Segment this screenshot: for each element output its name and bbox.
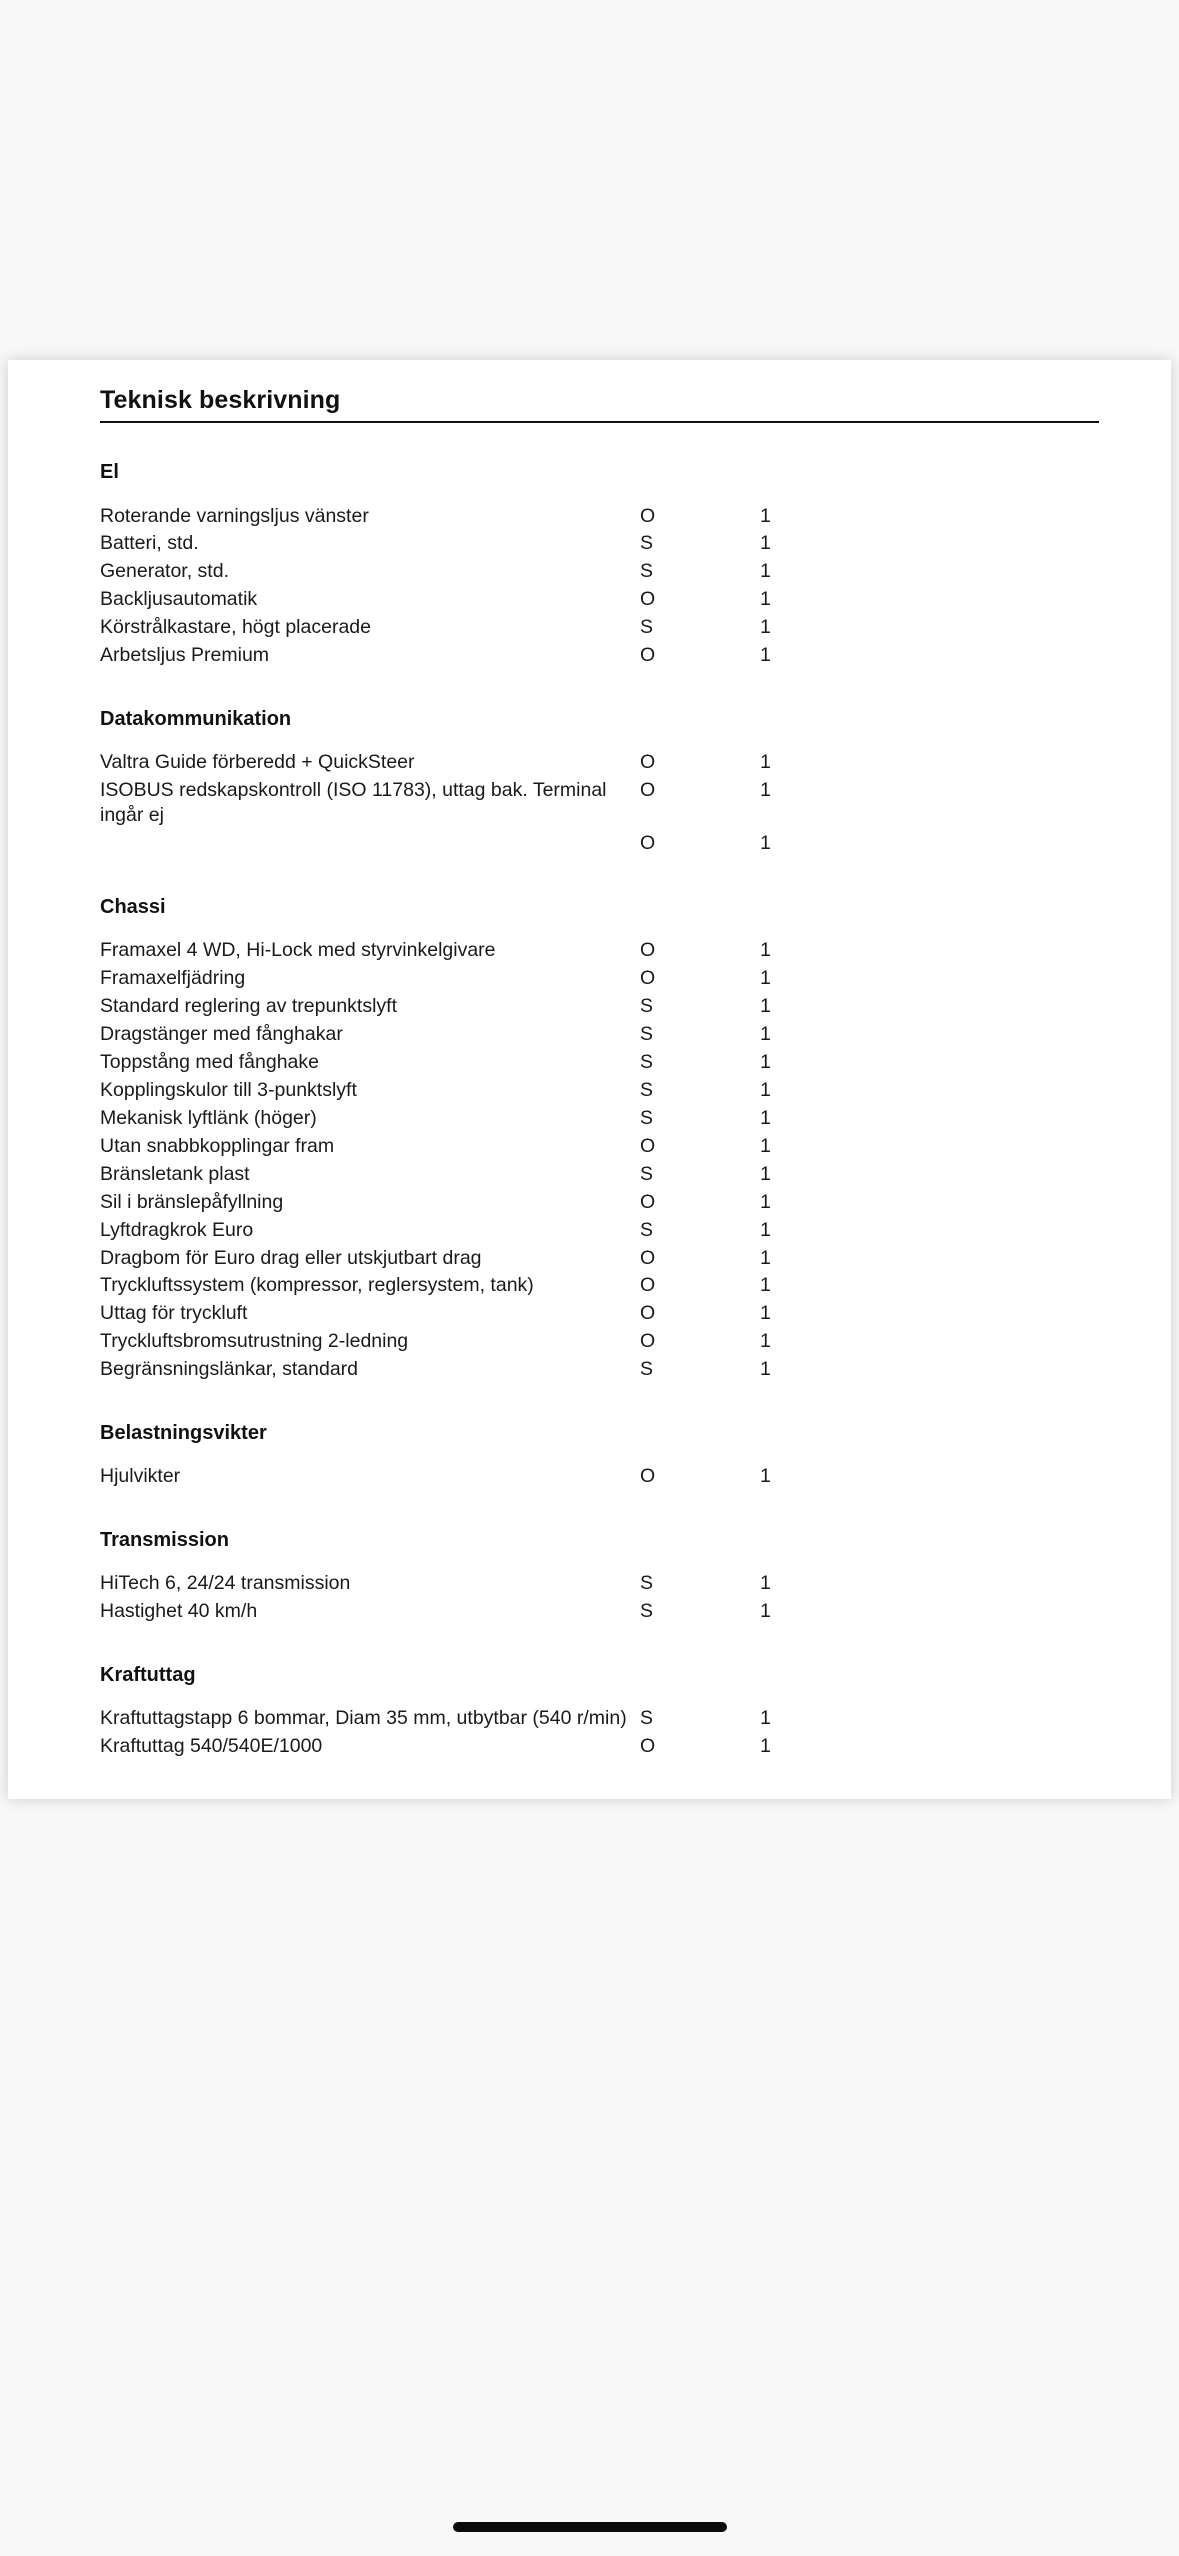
spec-quantity: 1 xyxy=(760,1106,771,1129)
spec-label: Kraftuttagstapp 6 bommar, Diam 35 mm, utbytbar (540 r/min) xyxy=(100,1707,627,1730)
spec-label: Utan snabbkopplingar fram xyxy=(100,1134,335,1157)
spec-quantity: 1 xyxy=(760,779,771,802)
spec-table xyxy=(100,749,1099,858)
spec-table xyxy=(100,1705,1099,1761)
spec-standard-option-code: S xyxy=(640,1106,654,1129)
spec-table xyxy=(100,1570,1099,1626)
spec-standard-option-code: O xyxy=(640,939,656,962)
spec-quantity: 1 xyxy=(760,1134,771,1157)
table-row xyxy=(100,642,1099,670)
spec-quantity: 1 xyxy=(760,1735,771,1758)
spec-label: Toppstång med fånghake xyxy=(100,1050,319,1073)
table-row xyxy=(100,992,1099,1020)
blank-area-above-document xyxy=(0,0,1179,360)
table-row xyxy=(100,1076,1099,1104)
table-row xyxy=(100,1244,1099,1272)
table-row xyxy=(100,614,1099,642)
spec-quantity: 1 xyxy=(760,1218,771,1241)
document-page xyxy=(8,360,1171,1799)
table-row xyxy=(100,1132,1099,1160)
document-title: Teknisk beskrivning xyxy=(100,386,1099,423)
table-row xyxy=(100,937,1099,965)
spec-label: Lyftdragkrok Euro xyxy=(100,1218,254,1241)
spec-sections xyxy=(100,461,1099,1761)
spec-label: Begränsningslänkar, standard xyxy=(100,1358,359,1381)
spec-quantity: 1 xyxy=(760,1274,771,1297)
home-indicator[interactable] xyxy=(453,2522,727,2532)
spec-label: Standard reglering av trepunktslyft xyxy=(100,994,397,1017)
table-row xyxy=(100,1020,1099,1048)
spec-quantity: 1 xyxy=(760,939,771,962)
spec-standard-option-code: O xyxy=(640,1246,656,1269)
spec-quantity: 1 xyxy=(760,560,771,583)
table-row xyxy=(100,1570,1099,1598)
spec-standard-option-code: O xyxy=(640,751,656,774)
table-row xyxy=(100,1160,1099,1188)
table-row xyxy=(100,1356,1099,1384)
table-row xyxy=(100,1048,1099,1076)
spec-quantity: 1 xyxy=(760,1330,771,1353)
spec-standard-option-code: O xyxy=(640,1735,656,1758)
spec-label: Mekanisk lyftlänk (höger) xyxy=(100,1106,317,1129)
spec-quantity: 1 xyxy=(760,751,771,774)
table-row xyxy=(100,1216,1099,1244)
section-heading: Chassi xyxy=(100,895,166,918)
spec-standard-option-code: O xyxy=(640,966,656,989)
table-row xyxy=(100,586,1099,614)
spec-label: Dragstänger med fånghakar xyxy=(100,1022,343,1045)
table-row xyxy=(100,530,1099,558)
spec-quantity: 1 xyxy=(760,644,771,667)
spec-quantity: 1 xyxy=(760,1572,771,1595)
spec-label: Generator, std. xyxy=(100,560,229,583)
spec-standard-option-code: S xyxy=(640,1572,654,1595)
spec-quantity: 1 xyxy=(760,588,771,611)
spec-section xyxy=(100,461,1099,670)
spec-standard-option-code: S xyxy=(640,1600,654,1623)
spec-quantity: 1 xyxy=(760,1465,771,1488)
spec-section xyxy=(100,708,1099,858)
spec-label: Kopplingskulor till 3-punktslyft xyxy=(100,1078,357,1101)
table-row xyxy=(100,502,1099,530)
spec-standard-option-code: O xyxy=(640,832,656,855)
spec-quantity: 1 xyxy=(760,1190,771,1213)
spec-standard-option-code: S xyxy=(640,994,654,1017)
spec-quantity: 1 xyxy=(760,504,771,527)
table-row xyxy=(100,1463,1099,1491)
spec-standard-option-code: S xyxy=(640,532,654,555)
spec-label: Tryckluftssystem (kompressor, reglersystem, tank) xyxy=(100,1274,534,1297)
spec-section xyxy=(100,1529,1099,1626)
spec-label: HiTech 6, 24/24 transmission xyxy=(100,1572,351,1595)
spec-quantity: 1 xyxy=(760,1246,771,1269)
spec-label: Hjulvikter xyxy=(100,1465,181,1488)
table-row xyxy=(100,777,1099,830)
spec-standard-option-code: S xyxy=(640,616,654,639)
section-heading: Datakommunikation xyxy=(100,707,292,730)
spec-standard-option-code: O xyxy=(640,504,656,527)
spec-quantity: 1 xyxy=(760,1707,771,1730)
spec-standard-option-code: O xyxy=(640,1302,656,1325)
spec-quantity: 1 xyxy=(760,832,771,855)
spec-quantity: 1 xyxy=(760,532,771,555)
spec-label: Batteri, std. xyxy=(100,532,199,555)
spec-standard-option-code: S xyxy=(640,1050,654,1073)
spec-label: Uttag för tryckluft xyxy=(100,1302,248,1325)
spec-label: ISOBUS redskapskontroll (ISO 11783), uttag bak. Terminal ingår ej xyxy=(100,779,607,827)
spec-quantity: 1 xyxy=(760,966,771,989)
table-row xyxy=(100,1705,1099,1733)
spec-standard-option-code: O xyxy=(640,1465,656,1488)
document-content xyxy=(8,360,1171,1799)
spec-quantity: 1 xyxy=(760,616,771,639)
spec-table xyxy=(100,937,1099,1384)
table-row xyxy=(100,830,1099,858)
table-row xyxy=(100,1188,1099,1216)
spec-standard-option-code: S xyxy=(640,1218,654,1241)
spec-quantity: 1 xyxy=(760,1600,771,1623)
spec-label xyxy=(100,830,640,858)
section-heading: Belastningsvikter xyxy=(100,1421,267,1444)
table-row xyxy=(100,1300,1099,1328)
spec-section xyxy=(100,896,1099,1384)
spec-section xyxy=(100,1664,1099,1761)
spec-table xyxy=(100,1463,1099,1491)
spec-standard-option-code: S xyxy=(640,1022,654,1045)
table-row xyxy=(100,558,1099,586)
spec-standard-option-code: O xyxy=(640,644,656,667)
table-row xyxy=(100,964,1099,992)
spec-standard-option-code: O xyxy=(640,1190,656,1213)
spec-section xyxy=(100,1422,1099,1491)
spec-quantity: 1 xyxy=(760,1162,771,1185)
section-heading: Transmission xyxy=(100,1528,229,1551)
spec-label: Dragbom för Euro drag eller utskjutbart drag xyxy=(100,1246,482,1269)
spec-standard-option-code: O xyxy=(640,779,656,802)
spec-standard-option-code: S xyxy=(640,1707,654,1730)
spec-standard-option-code: O xyxy=(640,1330,656,1353)
spec-label: Valtra Guide förberedd + QuickSteer xyxy=(100,751,415,774)
table-row xyxy=(100,1272,1099,1300)
spec-label: Bränsletank plast xyxy=(100,1162,250,1185)
spec-label: Körstrålkastare, högt placerade xyxy=(100,616,371,639)
spec-quantity: 1 xyxy=(760,1022,771,1045)
spec-standard-option-code: S xyxy=(640,1162,654,1185)
spec-label: Arbetsljus Premium xyxy=(100,644,270,667)
section-heading: Kraftuttag xyxy=(100,1663,196,1686)
spec-standard-option-code: S xyxy=(640,560,654,583)
table-row xyxy=(100,1598,1099,1626)
spec-label: Tryckluftsbromsutrustning 2-ledning xyxy=(100,1330,409,1353)
table-row xyxy=(100,1104,1099,1132)
spec-label: Hastighet 40 km/h xyxy=(100,1600,258,1623)
spec-standard-option-code: O xyxy=(640,1274,656,1297)
spec-quantity: 1 xyxy=(760,1358,771,1381)
spec-label: Kraftuttag 540/540E/1000 xyxy=(100,1735,323,1758)
table-row xyxy=(100,1328,1099,1356)
spec-quantity: 1 xyxy=(760,1078,771,1101)
spec-standard-option-code: S xyxy=(640,1078,654,1101)
table-row xyxy=(100,749,1099,777)
section-heading: El xyxy=(100,461,119,483)
spec-quantity: 1 xyxy=(760,994,771,1017)
spec-table xyxy=(100,502,1099,670)
spec-standard-option-code: S xyxy=(640,1358,654,1381)
spec-label: Framaxel 4 WD, Hi-Lock med styrvinkelgivare xyxy=(100,939,496,962)
spec-quantity: 1 xyxy=(760,1050,771,1073)
spec-label: Sil i bränslepåfyllning xyxy=(100,1190,284,1213)
spec-standard-option-code: O xyxy=(640,1134,656,1157)
table-row xyxy=(100,1733,1099,1761)
spec-label: Backljusautomatik xyxy=(100,588,258,611)
spec-label: Framaxelfjädring xyxy=(100,966,246,989)
spec-standard-option-code: O xyxy=(640,588,656,611)
spec-quantity: 1 xyxy=(760,1302,771,1325)
spec-label: Roterande varningsljus vänster xyxy=(100,504,369,527)
